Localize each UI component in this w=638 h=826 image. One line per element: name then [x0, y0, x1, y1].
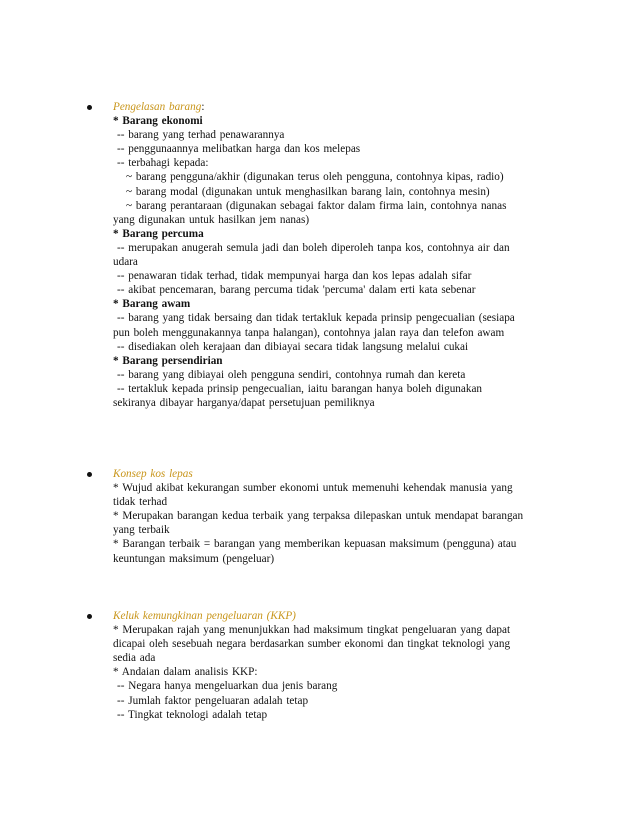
section-heading — [113, 100, 565, 114]
subheading-barang-ekonomi: * Barang ekonomi — [113, 115, 203, 128]
text-line: ~ barang pengguna/akhir (digunakan terus oleh pengguna, contohnya kipas, radio) — [126, 171, 504, 184]
text-line: -- merupakan anugerah semula jadi dan boleh diperoleh tanpa kos, contohnya air dan — [117, 241, 510, 254]
subheading-barang-awam: * Barang awam — [113, 298, 191, 311]
bullet-icon — [87, 614, 92, 619]
text-line: * Barangan terbaik = barangan yang memberikan kepuasan maksimum (pengguna) atau — [113, 538, 517, 551]
section-content — [113, 609, 565, 722]
text-line: ~ barang perantaraan (digunakan sebagai faktor dalam firma lain, contohnya nanas — [126, 199, 507, 212]
section-heading — [113, 467, 565, 481]
text-line: -- barang yang dibiayai oleh pengguna sendiri, contohnya rumah dan kereta — [117, 368, 466, 381]
text-line: yang terbaik — [113, 524, 170, 537]
text-line: sedia ada — [113, 652, 156, 665]
text-line: pun boleh menggunakannya tanpa halangan), contohnya jalan raya dan telefon awam — [113, 326, 505, 339]
text-line: -- penawaran tidak terhad, tidak mempunyai harga dan kos lepas adalah sifar — [117, 270, 472, 283]
text-line: -- Negara hanya mengeluarkan dua jenis barang — [117, 680, 338, 693]
text-line: dicapai oleh sesebuah negara berdasarkan sumber ekonomi dan tingkat teknologi yang — [113, 638, 511, 651]
section-title: Pengelasan barang — [113, 101, 202, 113]
text-line: -- Jumlah faktor pengeluaran adalah tetap — [117, 694, 309, 707]
section-title: Konsep kos lepas — [113, 468, 193, 480]
text-line: -- tertakluk kepada prinsip pengecualian, iaitu barangan hanya boleh digunakan — [117, 382, 483, 395]
text-line: -- disediakan oleh kerajaan dan dibiayai secara tidak langsung melalui cukai — [117, 340, 469, 353]
text-line: ~ barang modal (digunakan untuk menghasilkan barang lain, contohnya mesin) — [126, 185, 490, 198]
section-title: Keluk kemungkinan pengeluaran (KKP) — [113, 610, 296, 622]
text-line: tidak terhad — [113, 496, 168, 509]
bullet-icon — [87, 105, 92, 110]
subheading-barang-percuma: * Barang percuma — [113, 227, 204, 240]
text-line: udara — [113, 256, 138, 269]
section-heading — [113, 609, 565, 623]
bullet-icon — [87, 472, 92, 477]
section-content — [113, 467, 565, 566]
text-line: * Merupakan rajah yang menunjukkan had maksimum tingkat pengeluaran yang dapat — [113, 624, 511, 637]
subheading-barang-persendirian: * Barang persendirian — [113, 354, 223, 367]
text-line: * Merupakan barangan kedua terbaik yang terpaksa dilepaskan untuk mendapat barangan — [113, 510, 524, 523]
text-line: -- barang yang terhad penawarannya — [117, 129, 285, 142]
text-line: -- akibat pencemaran, barang percuma tidak 'percuma' dalam erti kata sebenar — [117, 284, 476, 297]
text-line: -- terbahagi kepada: — [117, 157, 209, 170]
text-line: yang digunakan untuk hasilkan jem nanas) — [113, 213, 310, 226]
text-line: * Andaian dalam analisis KKP: — [113, 666, 258, 679]
text-line: -- barang yang tidak bersaing dan tidak tertakluk kepada prinsip pengecualian (sesiapa — [117, 312, 515, 325]
text-line: sekiranya dibayar harganya/dapat persetujuan pemiliknya — [113, 396, 375, 409]
text-line: -- penggunaannya melibatkan harga dan kos melepas — [117, 143, 361, 156]
text-line: * Wujud akibat kekurangan sumber ekonomi untuk memenuhi kehendak manusia yang — [113, 482, 513, 495]
section-content — [113, 100, 565, 410]
text-line: -- Tingkat teknologi adalah tetap — [117, 708, 268, 721]
section-title-colon: : — [201, 101, 205, 113]
text-line: keuntungan maksimum (pengeluar) — [113, 552, 275, 565]
